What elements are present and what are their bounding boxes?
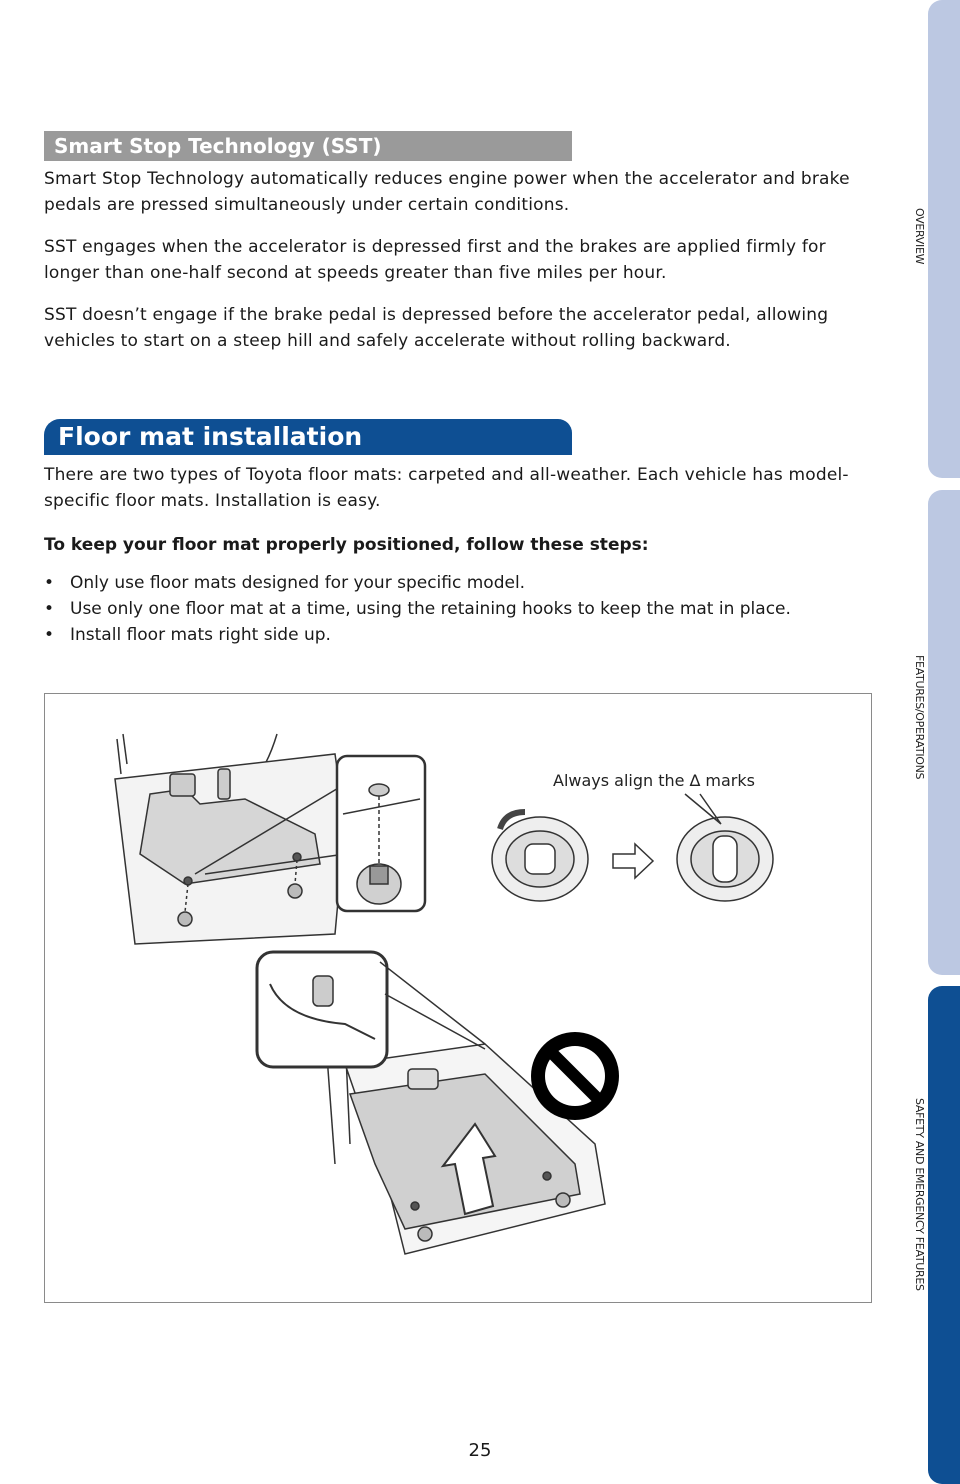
hook-alignment-drawing xyxy=(492,794,773,901)
sst-paragraph-3: SST doesn’t engage if the brake pedal is depressed before the accelerator pedal, allowing vehicles to start on a steep hill and safely accelerate without rolling backward. xyxy=(44,305,829,351)
side-label-safety: SAFETY AND EMERGENCY FEATURES xyxy=(913,1098,926,1291)
floor-mat-intro: There are two types of Toyota floor mats: carpeted and all-weather. Each vehicle has model-specific floor mats. Installation is easy. xyxy=(44,465,849,511)
list-item: • Only use floor mats designed for your specific model. xyxy=(44,573,526,593)
list-item: • Install floor mats right side up. xyxy=(44,625,331,645)
page-number: 25 xyxy=(468,1440,492,1461)
prohibited-icon xyxy=(531,1032,619,1120)
list-item: • Use only one floor mat at a time, using the retaining hooks to keep the mat in place. xyxy=(44,599,791,619)
floor-mat-heading: Floor mat installation xyxy=(58,422,363,451)
side-label-features: FEATURES/OPERATIONS xyxy=(913,655,926,780)
side-label-overview: OVERVIEW xyxy=(913,208,926,265)
sst-paragraph-2: SST engages when the accelerator is depressed first and the brakes are applied firmly for longer than one-half second at speeds greater than five miles per hour. xyxy=(44,237,826,283)
tab-overview[interactable] xyxy=(928,0,960,478)
sst-heading: Smart Stop Technology (SST) xyxy=(54,134,382,158)
steps-heading: To keep your floor mat properly positioned, follow these steps: xyxy=(44,535,649,555)
floor-mat-illustration xyxy=(44,693,872,1303)
tab-features-operations[interactable] xyxy=(928,490,960,975)
steps-list xyxy=(44,570,864,648)
sst-paragraph-1: Smart Stop Technology automatically reduces engine power when the accelerator and brake pedals are pressed simultaneously under certain conditions. xyxy=(44,169,850,215)
tab-safety-emergency[interactable] xyxy=(928,986,960,1484)
mat-hooks-drawing xyxy=(115,734,425,944)
align-marks-label: Always align the ∆ marks xyxy=(553,771,755,790)
